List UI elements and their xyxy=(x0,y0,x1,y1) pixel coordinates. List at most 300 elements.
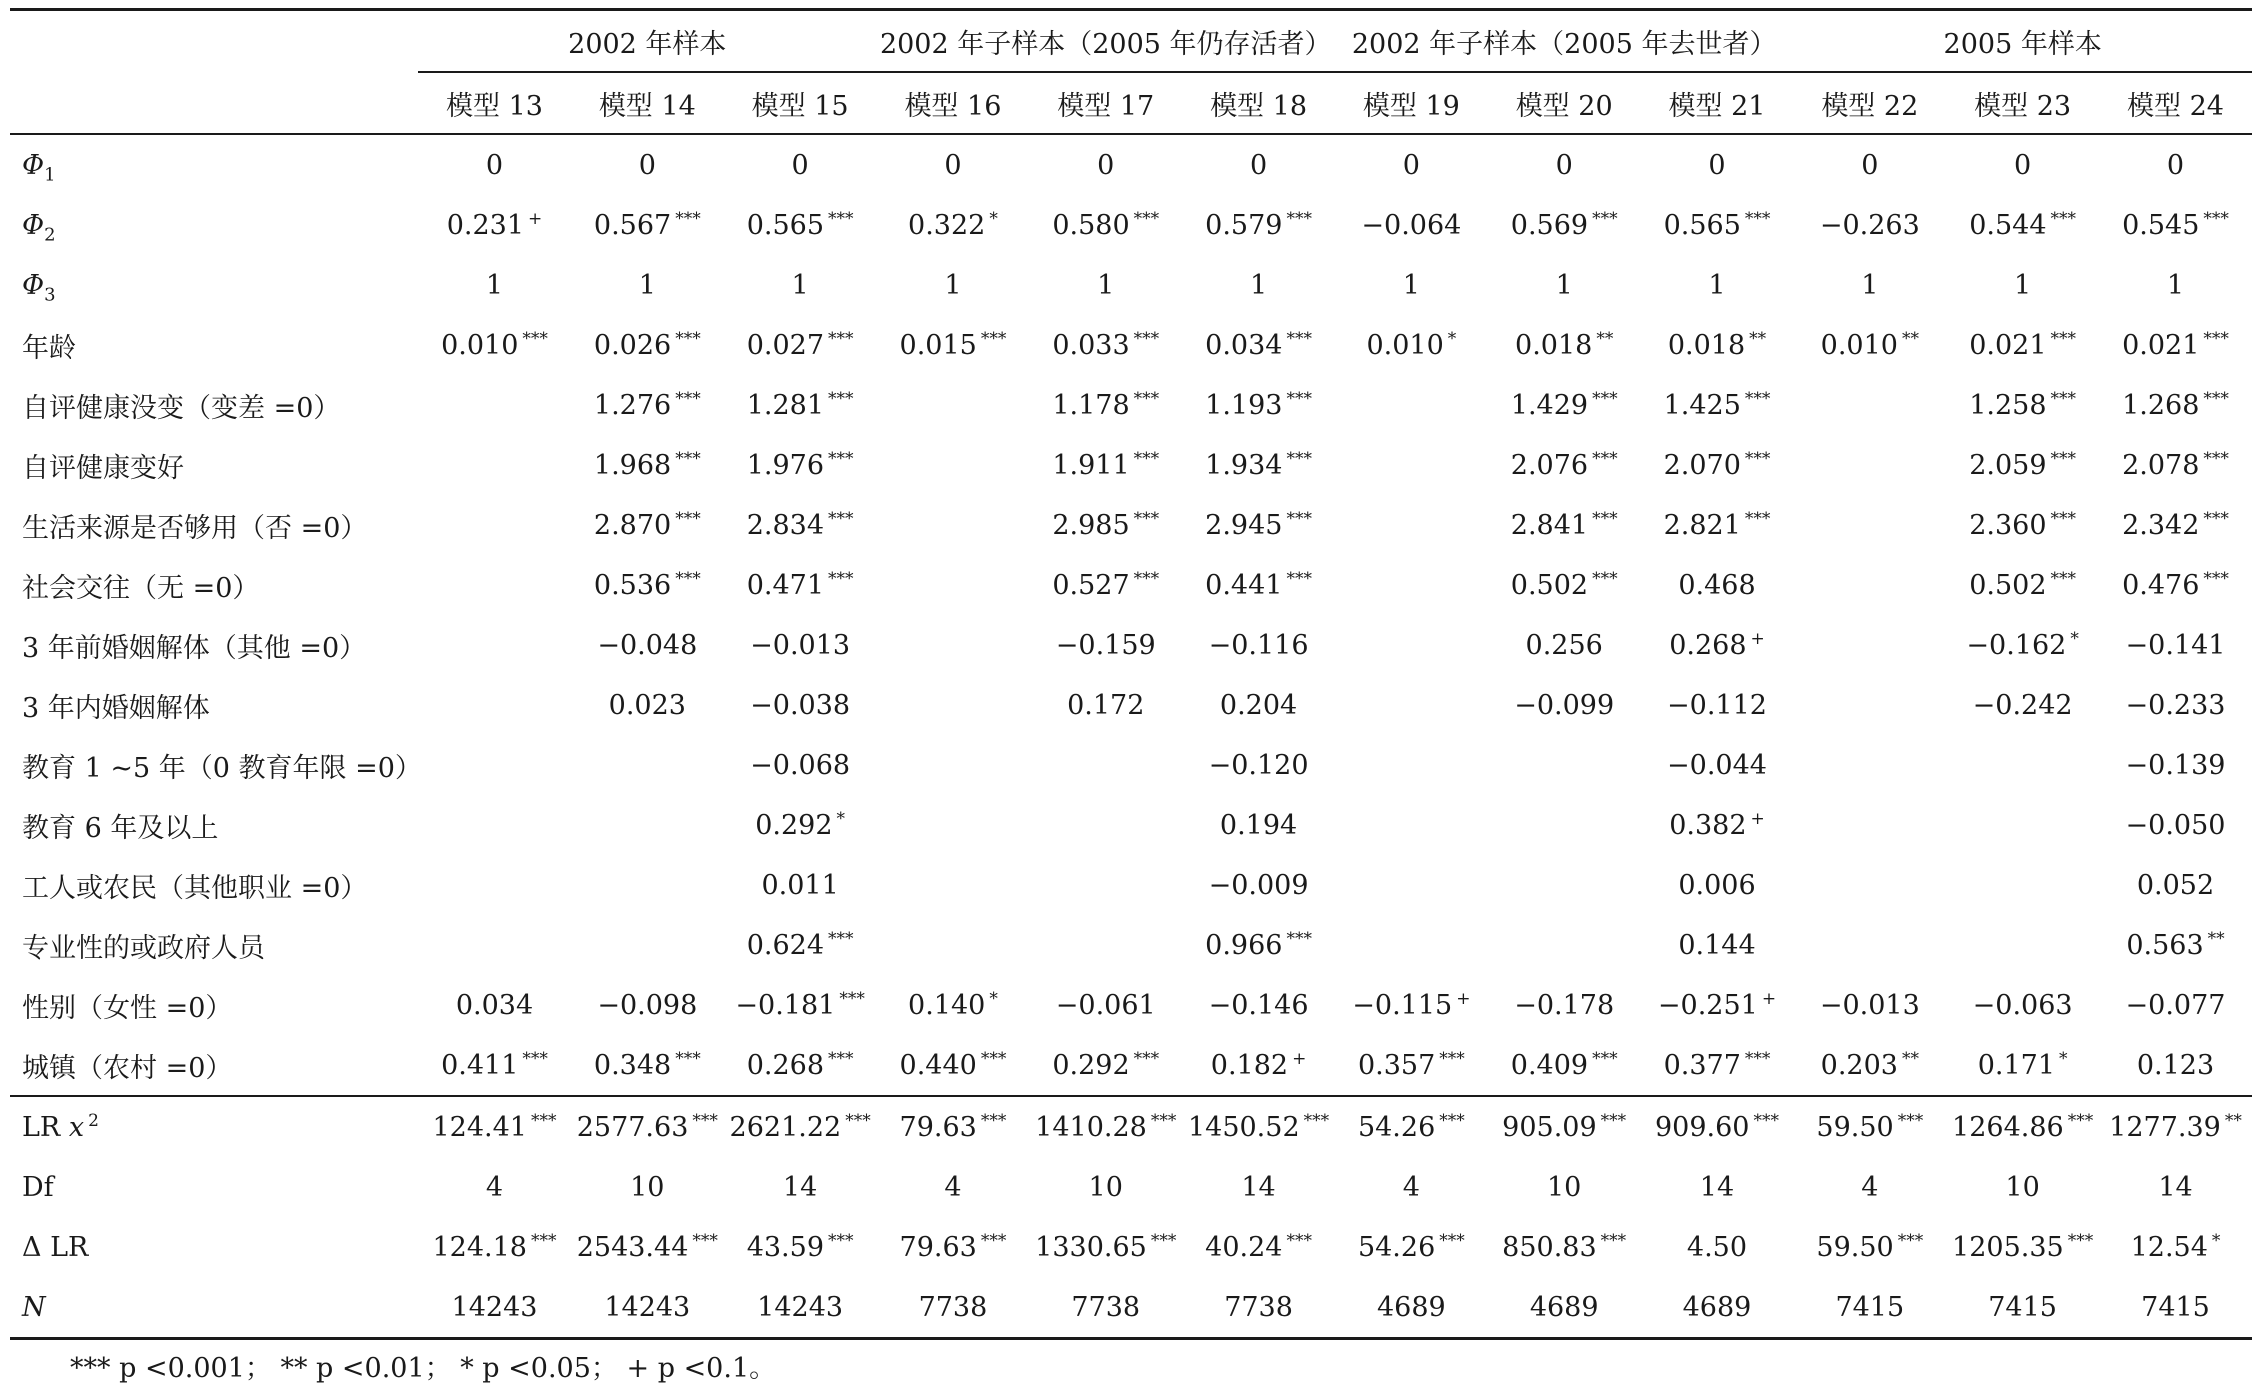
table-cell xyxy=(1641,195,1794,255)
table-cell xyxy=(877,375,1030,435)
table-cell xyxy=(724,855,877,915)
table-cell xyxy=(1335,1217,1488,1277)
phi-symbol: Φ xyxy=(22,149,45,181)
significance-mark: *** xyxy=(692,1110,718,1131)
cell-value: 0.268 xyxy=(746,1049,824,1081)
significance-mark: *** xyxy=(1744,1048,1771,1069)
table-cell xyxy=(1029,855,1182,915)
cell-value: 7415 xyxy=(1835,1291,1905,1323)
table-cell xyxy=(418,1035,571,1096)
cell-value: 0.411 xyxy=(441,1049,519,1081)
cell-value: −0.064 xyxy=(1361,209,1462,241)
table-cell xyxy=(724,1035,877,1096)
table-cell xyxy=(1029,1035,1182,1096)
table-cell xyxy=(2099,315,2252,375)
row-label xyxy=(10,435,418,495)
table-cell xyxy=(1182,1035,1335,1096)
significance-mark: *** xyxy=(839,988,865,1009)
table-cell xyxy=(2099,555,2252,615)
stat-label-superscript: 2 xyxy=(88,1110,99,1131)
significance-mark: *** xyxy=(1744,388,1771,409)
row-label-text: 专业性的或政府人员 xyxy=(22,932,265,964)
significance-mark: *** xyxy=(1744,448,1771,469)
row-label xyxy=(10,555,418,615)
table-cell xyxy=(1793,1096,1946,1157)
cell-value: 14 xyxy=(1699,1171,1735,1203)
table-cell xyxy=(877,795,1030,855)
significance-mark: *** xyxy=(1286,208,1312,229)
cell-value: 10 xyxy=(1546,1171,1582,1203)
model-header: 模型 20 xyxy=(1488,72,1641,134)
cell-value: −0.141 xyxy=(2125,629,2226,661)
table-cell xyxy=(1641,735,1794,795)
table-cell xyxy=(2099,375,2252,435)
significance-mark: *** xyxy=(980,1048,1007,1069)
significance-mark: *** xyxy=(1592,1048,1618,1069)
cell-value: 4 xyxy=(944,1171,962,1203)
significance-mark: * xyxy=(1447,328,1457,349)
significance-mark: *** xyxy=(828,388,854,409)
significance-mark: ** xyxy=(1901,1048,1919,1069)
table-cell xyxy=(2099,795,2252,855)
table-cell xyxy=(571,1217,724,1277)
significance-mark: * xyxy=(989,208,998,229)
table-cell xyxy=(1946,735,2099,795)
row-label xyxy=(10,915,418,975)
significance-mark: * xyxy=(836,808,845,829)
cell-value: 0.377 xyxy=(1663,1049,1741,1081)
cell-value: 2.342 xyxy=(2122,509,2200,541)
table-cell xyxy=(1335,375,1488,435)
table-cell xyxy=(1793,375,1946,435)
row-label xyxy=(10,795,418,855)
cell-value: 0.034 xyxy=(1205,329,1283,361)
table-row xyxy=(10,315,2252,375)
cell-value: 0.536 xyxy=(593,569,672,601)
cell-value: −0.044 xyxy=(1667,749,1767,781)
table-cell xyxy=(1335,975,1488,1035)
cell-value: 0 xyxy=(1097,149,1115,181)
table-cell xyxy=(1641,375,1794,435)
cell-value: 0.292 xyxy=(755,809,833,841)
cell-value: 1.968 xyxy=(593,449,672,481)
cell-value: 0.140 xyxy=(908,989,986,1021)
cell-value: 2.076 xyxy=(1510,449,1589,481)
cell-value: 7738 xyxy=(1071,1291,1141,1323)
table-cell xyxy=(1793,315,1946,375)
significance-mark: *** xyxy=(1133,508,1160,529)
cell-value: −0.061 xyxy=(1055,989,1156,1021)
table-cell xyxy=(1182,555,1335,615)
stat-label xyxy=(10,1157,418,1217)
cell-value: 0.034 xyxy=(455,989,534,1021)
cell-value: 0.382 xyxy=(1669,809,1747,841)
stat-row xyxy=(10,1157,2252,1217)
table-cell xyxy=(571,1035,724,1096)
cell-value: 850.83 xyxy=(1502,1231,1597,1263)
table-cell xyxy=(724,255,877,315)
table-cell xyxy=(724,495,877,555)
table-cell xyxy=(1029,495,1182,555)
significance-mark: *** xyxy=(828,1048,854,1069)
table-cell xyxy=(877,975,1030,1035)
table-cell xyxy=(571,555,724,615)
significance-mark: *** xyxy=(2067,1110,2094,1131)
table-cell xyxy=(724,795,877,855)
significance-mark: ** xyxy=(2207,928,2225,949)
table-cell xyxy=(1946,915,2099,975)
table-cell xyxy=(418,615,571,675)
cell-value: 909.60 xyxy=(1654,1111,1750,1143)
cell-value: 2621.22 xyxy=(729,1111,842,1143)
cell-value: 0.624 xyxy=(746,929,824,961)
cell-value: −0.116 xyxy=(1208,629,1309,661)
table-row xyxy=(10,375,2252,435)
table-row xyxy=(10,795,2252,855)
table-cell xyxy=(877,315,1030,375)
table-cell xyxy=(1793,1217,1946,1277)
table-cell xyxy=(418,255,571,315)
table-cell xyxy=(1182,795,1335,855)
table-cell xyxy=(1641,134,1794,195)
significance-mark: + xyxy=(1750,808,1765,829)
cell-value: 0 xyxy=(944,149,962,181)
cell-value: −0.159 xyxy=(1055,629,1156,661)
table-cell xyxy=(724,615,877,675)
cell-value: 1.178 xyxy=(1052,389,1130,421)
cell-value: 2.985 xyxy=(1052,509,1130,541)
table-cell xyxy=(1793,855,1946,915)
significance-mark: *** xyxy=(675,448,701,469)
cell-value: 1 xyxy=(485,269,504,301)
table-cell xyxy=(1793,735,1946,795)
table-cell xyxy=(724,975,877,1035)
table-cell xyxy=(571,195,724,255)
cell-value: −0.050 xyxy=(2125,809,2226,841)
cell-value: −0.099 xyxy=(1514,689,1615,721)
table-cell xyxy=(2099,1277,2252,1339)
table-cell xyxy=(1335,1096,1488,1157)
cell-value: 0.409 xyxy=(1510,1049,1589,1081)
cell-value: 0.018 xyxy=(1667,329,1746,361)
cell-value: 2.834 xyxy=(746,509,824,541)
table-cell xyxy=(1488,915,1641,975)
table-cell xyxy=(724,735,877,795)
significance-mark: *** xyxy=(828,508,854,529)
significance-mark: + xyxy=(1750,628,1765,649)
table-cell xyxy=(1793,134,1946,195)
model-header-row xyxy=(10,72,2252,134)
table-cell xyxy=(1946,495,2099,555)
cell-value: 4.50 xyxy=(1686,1231,1748,1263)
significance-mark: * xyxy=(2070,628,2079,649)
table-cell xyxy=(1641,1217,1794,1277)
table-cell xyxy=(1793,255,1946,315)
table-cell xyxy=(724,1217,877,1277)
cell-value: −0.077 xyxy=(2125,989,2226,1021)
table-cell xyxy=(418,134,571,195)
cell-value: −0.251 xyxy=(1657,989,1758,1021)
cell-value: 0.182 xyxy=(1210,1049,1289,1081)
cell-value: 0.021 xyxy=(1969,329,2047,361)
significance-mark: + xyxy=(1292,1048,1307,1069)
table-cell xyxy=(1335,255,1488,315)
table-cell xyxy=(1793,615,1946,675)
table-row xyxy=(10,675,2252,735)
row-label xyxy=(10,134,418,195)
cell-value: 0.545 xyxy=(2122,209,2200,241)
model-header: 模型 17 xyxy=(1029,72,1182,134)
table-cell xyxy=(877,855,1030,915)
significance-mark: *** xyxy=(980,328,1007,349)
cell-value: 1277.39 xyxy=(2109,1111,2221,1143)
cell-value: 10 xyxy=(1088,1171,1123,1203)
row-label-text: 自评健康变好 xyxy=(22,452,184,484)
table-cell xyxy=(2099,134,2252,195)
cell-value: −0.162 xyxy=(1966,629,2067,661)
table-cell xyxy=(571,915,724,975)
significance-mark: *** xyxy=(2203,208,2229,229)
row-label-text: 3 年前婚姻解体（其他 =0） xyxy=(22,632,367,664)
table-cell xyxy=(724,675,877,735)
significance-mark: *** xyxy=(1150,1110,1177,1131)
cell-value: −0.013 xyxy=(1819,989,1920,1021)
table-row xyxy=(10,255,2252,315)
cell-value: 4 xyxy=(485,1171,504,1203)
significance-mark: *** xyxy=(675,568,701,589)
table-cell xyxy=(724,315,877,375)
table-cell xyxy=(1029,1157,1182,1217)
table-row xyxy=(10,975,2252,1035)
cell-value: 2.070 xyxy=(1663,449,1741,481)
table-cell xyxy=(418,675,571,735)
cell-value: 2.078 xyxy=(2122,449,2200,481)
cell-value: −0.009 xyxy=(1208,869,1309,901)
table-cell xyxy=(571,1096,724,1157)
table-cell xyxy=(1641,555,1794,615)
table-cell xyxy=(1641,1096,1794,1157)
table-cell xyxy=(1182,255,1335,315)
table-cell xyxy=(1946,975,2099,1035)
table-cell xyxy=(1488,315,1641,375)
cell-value: −0.146 xyxy=(1208,989,1309,1021)
column-group-header: 2002 年样本 xyxy=(418,10,876,73)
table-cell xyxy=(1488,1277,1641,1339)
table-cell xyxy=(571,795,724,855)
table-cell xyxy=(418,1217,571,1277)
table-cell xyxy=(724,134,877,195)
table-cell xyxy=(1488,1217,1641,1277)
row-label xyxy=(10,1035,418,1096)
cell-value: 2577.63 xyxy=(576,1111,689,1143)
cell-value: 14243 xyxy=(451,1291,538,1323)
significance-mark: *** xyxy=(2050,568,2076,589)
cell-value: 1450.52 xyxy=(1187,1111,1300,1143)
table-cell xyxy=(1946,195,2099,255)
significance-mark: *** xyxy=(1753,1110,1779,1131)
regression-table-container xyxy=(10,8,2252,1340)
cell-value: 40.24 xyxy=(1205,1231,1283,1263)
table-cell xyxy=(1335,315,1488,375)
cell-value: 0.011 xyxy=(761,869,839,901)
table-cell xyxy=(1488,795,1641,855)
cell-value: 0.194 xyxy=(1219,809,1298,841)
cell-value: 0.544 xyxy=(1969,209,2047,241)
cell-value: 10 xyxy=(630,1171,665,1203)
table-cell xyxy=(1641,435,1794,495)
cell-value: −0.063 xyxy=(1972,989,2073,1021)
stat-row xyxy=(10,1096,2252,1157)
table-cell xyxy=(2099,675,2252,735)
table-cell xyxy=(877,195,1030,255)
table-cell xyxy=(1488,435,1641,495)
table-row xyxy=(10,855,2252,915)
table-cell xyxy=(1029,315,1182,375)
cell-value: 1205.35 xyxy=(1952,1231,2064,1263)
table-row xyxy=(10,1035,2252,1096)
significance-mark: *** xyxy=(2050,448,2076,469)
cell-value: 0.502 xyxy=(1969,569,2047,601)
significance-mark: *** xyxy=(530,1230,557,1251)
cell-value: 0.565 xyxy=(1663,209,1741,241)
model-header: 模型 22 xyxy=(1793,72,1946,134)
table-cell xyxy=(1335,675,1488,735)
cell-value: 12.54 xyxy=(2130,1231,2208,1263)
table-cell xyxy=(418,375,571,435)
cell-value: 0 xyxy=(1402,149,1420,181)
cell-value: −0.038 xyxy=(750,689,851,721)
cell-value: 1 xyxy=(1861,269,1879,301)
cell-value: 1410.28 xyxy=(1035,1111,1147,1143)
table-cell xyxy=(1641,1277,1794,1339)
cell-value: 1.911 xyxy=(1052,449,1130,481)
table-cell xyxy=(418,435,571,495)
cell-value: 0 xyxy=(2166,149,2185,181)
cell-value: 1 xyxy=(1708,269,1726,301)
cell-value: 0.231 xyxy=(446,209,524,241)
table-cell xyxy=(1946,315,2099,375)
cell-value: 1 xyxy=(1555,269,1573,301)
phi-symbol: Φ xyxy=(22,269,45,301)
cell-value: 4 xyxy=(1861,1171,1879,1203)
significance-mark: *** xyxy=(1439,1110,1465,1131)
cell-value: 7415 xyxy=(1988,1291,2057,1323)
cell-value: 1.276 xyxy=(593,389,672,421)
row-label-text: 自评健康没变（变差 =0） xyxy=(22,392,341,424)
table-row xyxy=(10,735,2252,795)
cell-value: −0.112 xyxy=(1667,689,1767,721)
cell-value: 124.18 xyxy=(432,1231,527,1263)
significance-mark: *** xyxy=(1897,1110,1924,1131)
table-cell xyxy=(1335,134,1488,195)
cell-value: 10 xyxy=(2005,1171,2040,1203)
table-cell xyxy=(418,1096,571,1157)
table-cell xyxy=(1793,1035,1946,1096)
phi-subscript: 2 xyxy=(44,223,56,245)
table-cell xyxy=(1182,615,1335,675)
table-cell xyxy=(1641,1157,1794,1217)
cell-value: 7738 xyxy=(1224,1291,1293,1323)
table-cell xyxy=(1488,555,1641,615)
cell-value: 1.934 xyxy=(1205,449,1283,481)
cell-value: 0 xyxy=(2014,149,2032,181)
cell-value: 2.059 xyxy=(1969,449,2047,481)
table-cell xyxy=(877,495,1030,555)
cell-value: 0.563 xyxy=(2126,929,2204,961)
row-label-text: 教育 6 年及以上 xyxy=(22,812,219,844)
table-cell xyxy=(1182,315,1335,375)
table-cell xyxy=(1488,195,1641,255)
cell-value: 2.945 xyxy=(1205,509,1283,541)
table-cell xyxy=(1335,555,1488,615)
row-label-text: 城镇（农村 =0） xyxy=(22,1052,233,1084)
table-cell xyxy=(1793,495,1946,555)
cell-value: −0.098 xyxy=(597,989,698,1021)
cell-value: 1.268 xyxy=(2122,389,2200,421)
cell-value: −0.068 xyxy=(750,749,851,781)
row-label-text: 教育 1 ~5 年（0 教育年限 =0） xyxy=(22,752,422,784)
cell-value: 14 xyxy=(1241,1171,1276,1203)
cell-value: 4689 xyxy=(1529,1291,1599,1323)
cell-value: 0.015 xyxy=(899,329,977,361)
table-cell xyxy=(418,915,571,975)
table-cell xyxy=(877,915,1030,975)
significance-mark: *** xyxy=(2050,508,2076,529)
significance-mark: *** xyxy=(1600,1230,1627,1251)
table-cell xyxy=(418,795,571,855)
table-cell xyxy=(1182,435,1335,495)
cell-value: 0.204 xyxy=(1219,689,1298,721)
significance-mark: *** xyxy=(1303,1110,1330,1131)
table-row xyxy=(10,495,2252,555)
table-cell xyxy=(1335,195,1488,255)
table-row xyxy=(10,555,2252,615)
row-label-text: 性别（女性 =0） xyxy=(22,992,233,1024)
row-label-text: 年龄 xyxy=(22,332,76,364)
table-cell xyxy=(571,134,724,195)
significance-mark: *** xyxy=(980,1110,1007,1131)
cell-value: −0.242 xyxy=(1972,689,2073,721)
table-cell xyxy=(571,315,724,375)
table-cell xyxy=(418,495,571,555)
table-cell xyxy=(2099,435,2252,495)
cell-value: 1.281 xyxy=(746,389,824,421)
row-label-text: 生活来源是否够用（否 =0） xyxy=(22,512,368,544)
stat-label-italic: x xyxy=(68,1111,85,1143)
cell-value: 0.468 xyxy=(1678,569,1756,601)
table-cell xyxy=(1335,615,1488,675)
significance-mark: *** xyxy=(675,388,701,409)
table-cell xyxy=(2099,855,2252,915)
corner-cell xyxy=(10,10,418,73)
cell-value: 1.976 xyxy=(746,449,824,481)
cell-value: 2.821 xyxy=(1663,509,1741,541)
table-cell xyxy=(724,375,877,435)
table-cell xyxy=(571,1277,724,1339)
table-cell xyxy=(1335,1157,1488,1217)
table-cell xyxy=(877,1035,1030,1096)
cell-value: 124.41 xyxy=(432,1111,527,1143)
table-cell xyxy=(2099,615,2252,675)
cell-value: 0.026 xyxy=(593,329,672,361)
table-cell xyxy=(877,255,1030,315)
cell-value: 0 xyxy=(1555,149,1573,181)
row-label xyxy=(10,195,418,255)
table-body xyxy=(10,10,2252,1339)
table-cell xyxy=(1029,735,1182,795)
significance-mark: *** xyxy=(1592,508,1618,529)
cell-value: 0 xyxy=(638,149,656,181)
